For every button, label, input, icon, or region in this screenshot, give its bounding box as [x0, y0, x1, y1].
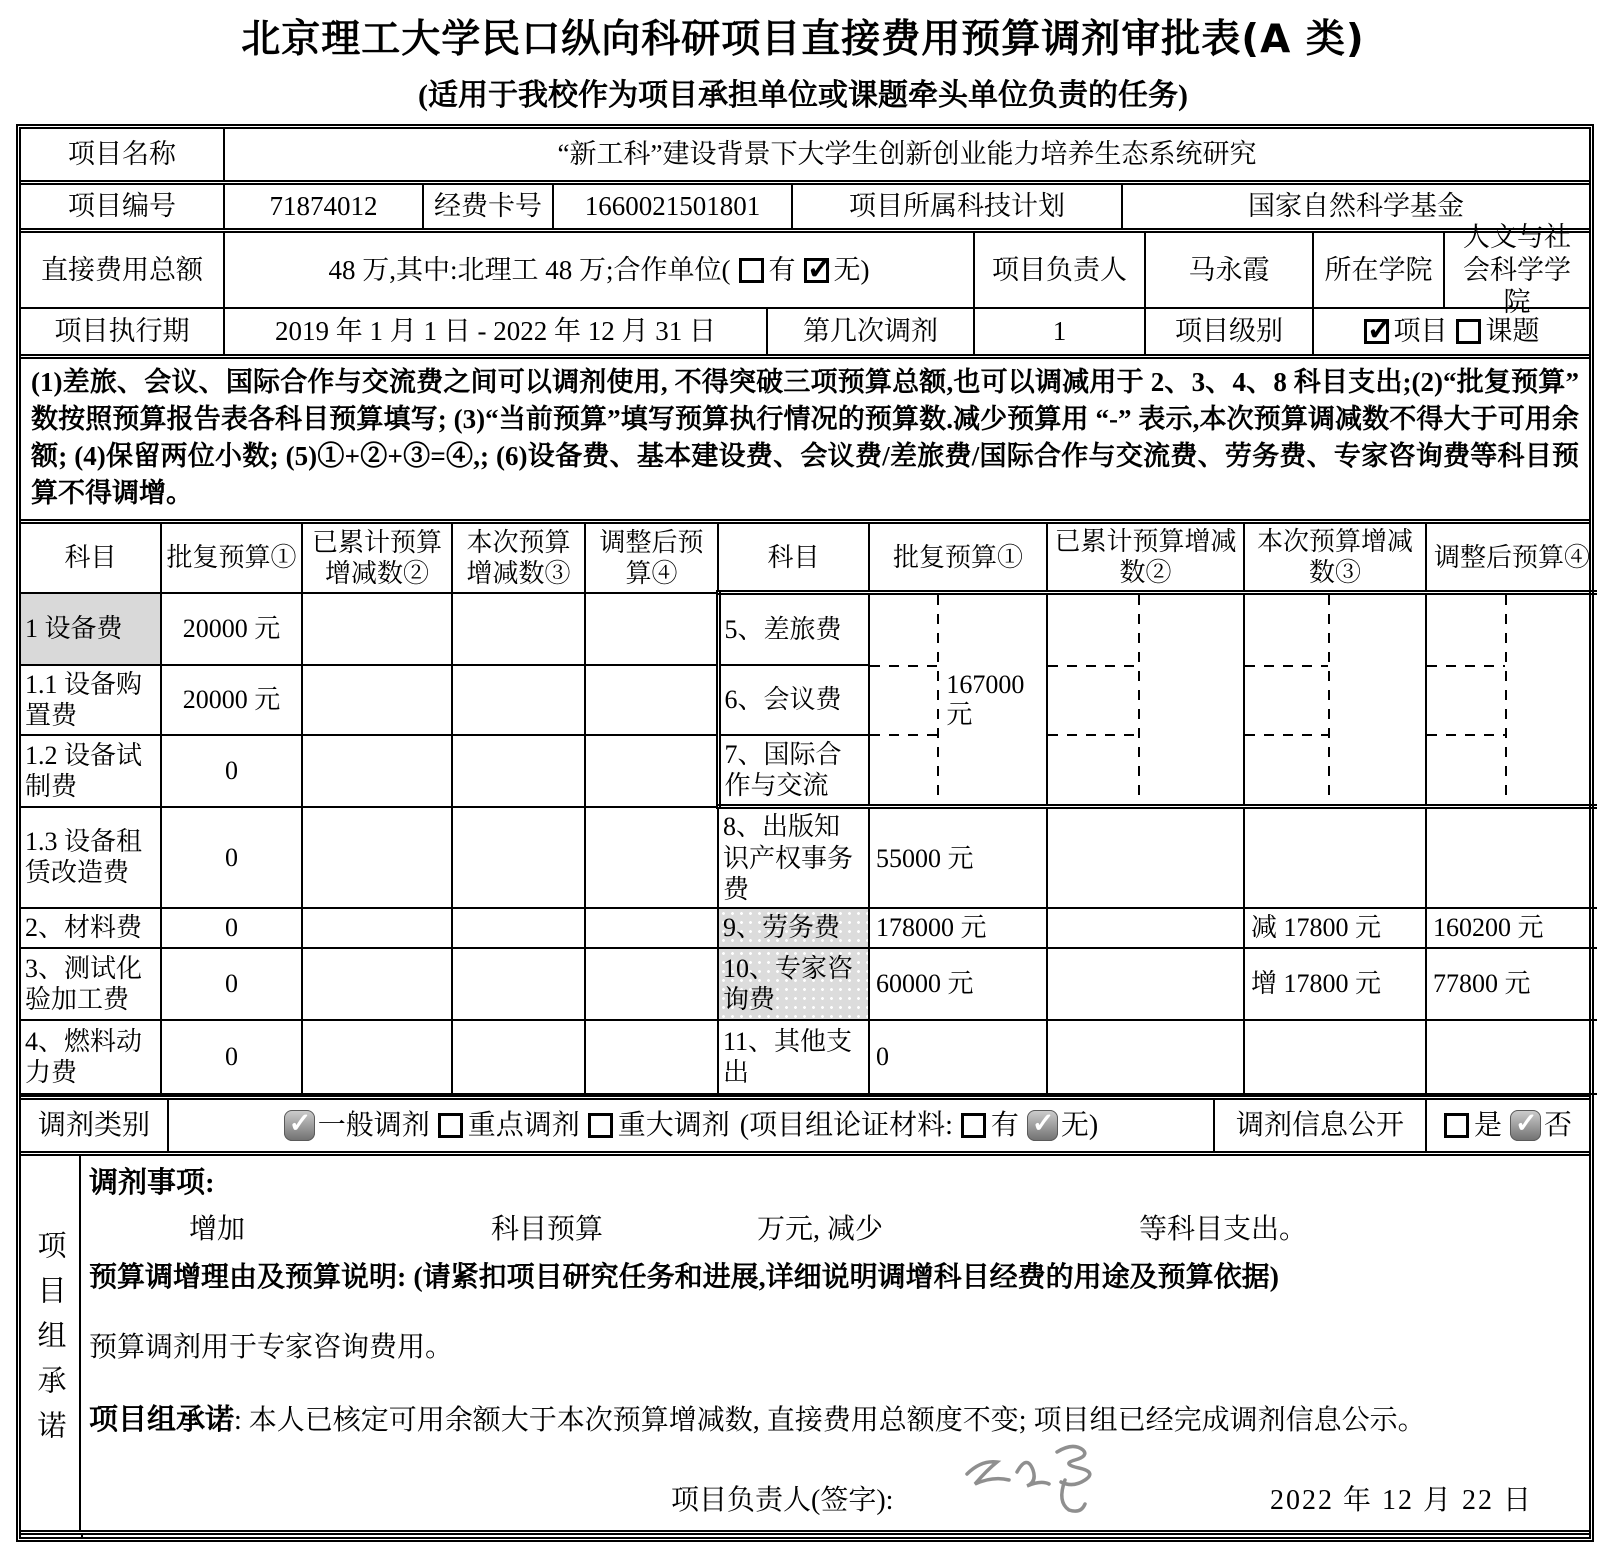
blank-seg-increase: 增加 — [189, 1213, 246, 1245]
cell-expert-approved: 60000 元 — [869, 948, 1047, 1020]
blank-seg-decrease: 万元, 减少 — [757, 1213, 884, 1245]
cell-empty — [452, 665, 585, 735]
page-subtitle: (适用于我校作为项目承担单位或课题牵头单位负责的任务) — [418, 79, 1188, 112]
subject-equipment-purchase: 1.1 设备购置费 — [21, 665, 161, 735]
cell-trial-approved: 0 — [161, 735, 302, 807]
subject-testing: 3、测试化验加工费 — [21, 948, 161, 1020]
category-label: 调剂类别 — [21, 1100, 169, 1151]
cell-empty — [452, 948, 585, 1020]
info-public-label: 调剂信息公开 — [1215, 1100, 1427, 1151]
cell-expert-current: 增 17800 元 — [1244, 948, 1426, 1020]
pi-value: 马永霞 — [1146, 233, 1314, 307]
cell-empty — [585, 948, 718, 1020]
cell-empty — [585, 807, 718, 908]
cell-empty — [1426, 807, 1597, 908]
public-no-label: 否 — [1544, 1109, 1573, 1141]
info-public-options — [1427, 1100, 1589, 1151]
promise-line — [89, 1397, 1579, 1438]
budget-row-7 — [21, 1020, 1597, 1094]
sign-label: 项目负责人(签字): — [671, 1484, 894, 1516]
row-period — [21, 309, 1589, 359]
cell-empty — [1047, 1020, 1244, 1094]
cell-empty — [1244, 807, 1426, 908]
budget-header-adjusted-left: 调整后预算④ — [585, 524, 718, 593]
total-value — [225, 233, 975, 307]
checkbox-public-yes-icon[interactable] — [1444, 1113, 1469, 1138]
public-yes-label: 是 — [1473, 1109, 1502, 1141]
adjust-times-label: 第几次调剂 — [768, 309, 975, 354]
blank-seg-subject-budget: 科目预算 — [491, 1213, 604, 1245]
cell-empty — [302, 735, 452, 807]
checkbox-major-adjust-icon[interactable] — [588, 1113, 613, 1138]
materials-prefix: (项目组论证材料: — [739, 1109, 953, 1141]
cell-empty — [452, 735, 585, 807]
cell-empty — [302, 1020, 452, 1094]
cell-empty — [452, 1020, 585, 1094]
budget-row-6 — [21, 948, 1597, 1020]
signature — [957, 1426, 1117, 1534]
category-options — [169, 1100, 1215, 1151]
subject-other: 11、其他支出 — [718, 1020, 869, 1094]
cell-travel-meeting-intl-adjusted — [1426, 593, 1597, 807]
cell-fuel-approved: 0 — [161, 1020, 302, 1094]
project-name-label: 项目名称 — [21, 129, 225, 180]
cell-empty — [1047, 908, 1244, 948]
cell-empty — [302, 665, 452, 735]
next-row-partial — [21, 1530, 1589, 1537]
row-project-number — [21, 185, 1589, 233]
subject-equipment: 1 设备费 — [21, 593, 161, 665]
merged-approved-value: 167000 元 — [946, 669, 1025, 729]
signature-row — [89, 1452, 1579, 1530]
budget-header-current-left: 本次预算增减数③ — [452, 524, 585, 593]
promise-title: 项目组承诺 — [89, 1403, 235, 1436]
period-value: 2019 年 1 月 1 日 - 2022 年 12 月 31 日 — [225, 309, 768, 354]
cell-equipment-current — [452, 593, 585, 665]
pi-label: 项目负责人 — [975, 233, 1146, 307]
row-project-name — [21, 129, 1589, 185]
cell-labor-current: 减 17800 元 — [1244, 908, 1426, 948]
commitment-body — [81, 1156, 1589, 1530]
subject-fuel-power: 4、燃料动力费 — [21, 1020, 161, 1094]
key-adjust-label: 重点调剂 — [467, 1109, 580, 1141]
reason-hint: (请紧扣项目研究任务和进展,详细说明调增科目经费的用途及预算依据) — [413, 1261, 1279, 1293]
commitment-section — [21, 1156, 1589, 1530]
cell-rental-approved: 0 — [161, 807, 302, 908]
cell-materials-approved: 0 — [161, 908, 302, 948]
budget-header-subject-left: 科目 — [21, 524, 161, 593]
level-label: 项目级别 — [1146, 309, 1314, 354]
budget-header-row — [21, 524, 1597, 593]
page-title: 北京理工大学民口纵向科研项目直接费用预算调剂审批表(A 类) — [241, 17, 1365, 62]
fund-card-value: 1660021501801 — [554, 185, 793, 228]
subject-travel: 5、差旅费 — [718, 593, 869, 665]
cell-empty — [585, 908, 718, 948]
cell-equipment-accumulated — [302, 593, 452, 665]
level-value — [1314, 309, 1589, 354]
commitment-side-label: 项目组承诺 — [33, 1230, 66, 1456]
cell-travel-meeting-intl-current — [1244, 593, 1426, 807]
project-no-value: 71874012 — [225, 185, 424, 228]
checkbox-key-adjust-icon[interactable] — [438, 1113, 463, 1138]
budget-table — [21, 524, 1597, 1095]
cell-expert-adjusted: 77800 元 — [1426, 948, 1597, 1020]
budget-row-1 — [21, 593, 1597, 665]
cell-empty — [1244, 1020, 1426, 1094]
college-value: 人文与社会科学学院 — [1463, 222, 1571, 318]
cell-other-approved: 0 — [869, 1020, 1047, 1094]
cell-empty — [585, 665, 718, 735]
dashed-divider-icon — [1138, 595, 1140, 804]
partner-has-label: 有 — [768, 254, 796, 285]
checkbox-materials-none-icon[interactable] — [1027, 1110, 1058, 1141]
subject-equipment-trial: 1.2 设备试制费 — [21, 735, 161, 807]
budget-row-5 — [21, 908, 1597, 948]
reason-title-line — [89, 1255, 1579, 1295]
checkbox-materials-has-icon[interactable] — [961, 1113, 986, 1138]
cell-empty — [302, 908, 452, 948]
cell-empty — [452, 807, 585, 908]
budget-header-current-right: 本次预算增减数③ — [1244, 524, 1426, 593]
partner-none-label: 无) — [833, 254, 870, 285]
row-total-cost — [21, 222, 1589, 318]
college-label: 所在学院 — [1314, 233, 1445, 307]
budget-header-approved-left: 批复预算① — [161, 524, 302, 593]
project-no-label: 项目编号 — [21, 185, 225, 228]
subject-publication: 8、出版知识产权事务费 — [718, 807, 869, 908]
dashed-divider-icon — [1245, 734, 1328, 736]
cell-empty — [585, 1020, 718, 1094]
checkbox-general-adjust-icon[interactable] — [284, 1110, 315, 1141]
sign-date: 2022 年 12 月 22 日 — [1269, 1484, 1533, 1516]
commitment-side-cell — [21, 1156, 81, 1530]
total-label: 直接费用总额 — [21, 233, 225, 307]
dashed-divider-icon — [1427, 665, 1505, 667]
adjust-items-title: 调剂事项: — [89, 1166, 215, 1199]
adjust-times-value: 1 — [975, 309, 1146, 354]
cell-travel-meeting-intl-accumulated — [1047, 593, 1244, 807]
budget-table-wrap — [21, 524, 1589, 1100]
subject-intl-cooperation: 7、国际合作与交流 — [718, 735, 869, 807]
cell-empty — [1047, 948, 1244, 1020]
promise-body: : 本人已核定可用余额大于本次预算增减数, 直接费用总额度不变; 项目组已经完成调剂信息公示。 — [234, 1404, 1426, 1436]
dashed-divider-icon — [937, 595, 939, 804]
subject-meeting: 6、会议费 — [718, 665, 869, 735]
subject-equipment-rental: 1.3 设备租赁改造费 — [21, 807, 161, 908]
cell-equipment-approved: 20000 元 — [161, 593, 302, 665]
budget-header-adjusted-right: 调整后预算④ — [1426, 524, 1597, 593]
cell-empty — [1426, 1020, 1597, 1094]
period-label: 项目执行期 — [21, 309, 225, 354]
cell-travel-meeting-intl-approved — [869, 593, 1047, 807]
dashed-divider-icon — [1245, 665, 1328, 667]
cell-empty — [452, 908, 585, 948]
materials-none-label: 无) — [1060, 1109, 1099, 1141]
total-text: 48 万,其中:北理工 48 万;合作单位( — [328, 254, 731, 285]
cell-testing-approved: 0 — [161, 948, 302, 1020]
reason-body: 预算调剂用于专家咨询费用。 — [89, 1331, 454, 1363]
dashed-divider-icon — [1505, 595, 1507, 804]
cell-empty — [302, 948, 452, 1020]
dashed-divider-icon — [1328, 595, 1330, 804]
budget-header-subject-right: 科目 — [718, 524, 869, 593]
subject-materials: 2、材料费 — [21, 908, 161, 948]
cell-empty — [302, 807, 452, 908]
dashed-divider-icon — [870, 665, 937, 667]
checkbox-partner-none-icon[interactable] — [804, 258, 829, 283]
subject-expert-consult: 10、专家咨询费 — [718, 948, 869, 1020]
level-project-label: 项目 — [1393, 316, 1448, 347]
cell-labor-approved: 178000 元 — [869, 908, 1047, 948]
budget-header-approved-right: 批复预算① — [869, 524, 1047, 593]
cell-empty — [1047, 807, 1244, 908]
checkbox-public-no-icon[interactable] — [1510, 1110, 1541, 1141]
divider — [81, 1535, 83, 1537]
dashed-divider-icon — [1048, 665, 1138, 667]
budget-row-4 — [21, 807, 1597, 908]
blank-seg-other-subjects: 等科目支出。 — [1139, 1213, 1308, 1245]
subject-labor: 9、劳务费 — [718, 908, 869, 948]
fund-card-label: 经费卡号 — [424, 185, 554, 228]
dashed-divider-icon — [1048, 734, 1138, 736]
dashed-divider-icon — [870, 734, 937, 736]
level-topic-label: 课题 — [1485, 316, 1540, 347]
cell-publication-approved: 55000 元 — [869, 807, 1047, 908]
reason-title: 预算调增理由及预算说明: — [89, 1261, 407, 1293]
row-adjust-category — [21, 1100, 1589, 1156]
notes-paragraph: (1)差旅、会议、国际合作与交流费之间可以调剂使用, 不得突破三项预算总额,也可以调减用于 2、3、4、8 科目支出;(2)“批复预算”数按照预算报告表各科目预算填写; (3)“当前预算”填写预算执行情况的预算数.减少预算用 “-” 表示,本次预算调减数不得大于可用余额; (4)保留两位小数; (5)①+②+③=④,; (6)设备费、基本建设费、会议费/差旅费/国际合作与交流费、劳务费、专家咨询费等科目预算不得调增。 — [21, 359, 1589, 524]
major-adjust-label: 重大调剂 — [617, 1109, 730, 1141]
form-table — [16, 124, 1594, 1542]
budget-header-accumulated-right: 已累计预算增减数② — [1047, 524, 1244, 593]
cell-equipment-adjusted — [585, 593, 718, 665]
budget-header-accumulated-left: 已累计预算增减数② — [302, 524, 452, 593]
general-adjust-label: 一般调剂 — [317, 1109, 430, 1141]
program-label: 项目所属科技计划 — [793, 185, 1123, 228]
adjust-items-blank-line — [89, 1201, 1579, 1249]
program-value: 国家自然科学基金 — [1248, 191, 1464, 222]
materials-has-label: 有 — [990, 1109, 1019, 1141]
checkbox-partner-has-icon[interactable] — [739, 258, 764, 283]
cell-labor-adjusted: 160200 元 — [1426, 908, 1597, 948]
project-name-value: “新工科”建设背景下大学生创新创业能力培养生态系统研究 — [557, 139, 1257, 170]
cell-empty — [585, 735, 718, 807]
dashed-divider-icon — [1427, 734, 1505, 736]
cell-purchase-approved: 20000 元 — [161, 665, 302, 735]
checkbox-level-topic-icon[interactable] — [1456, 319, 1481, 344]
checkbox-level-project-icon[interactable] — [1364, 319, 1389, 344]
